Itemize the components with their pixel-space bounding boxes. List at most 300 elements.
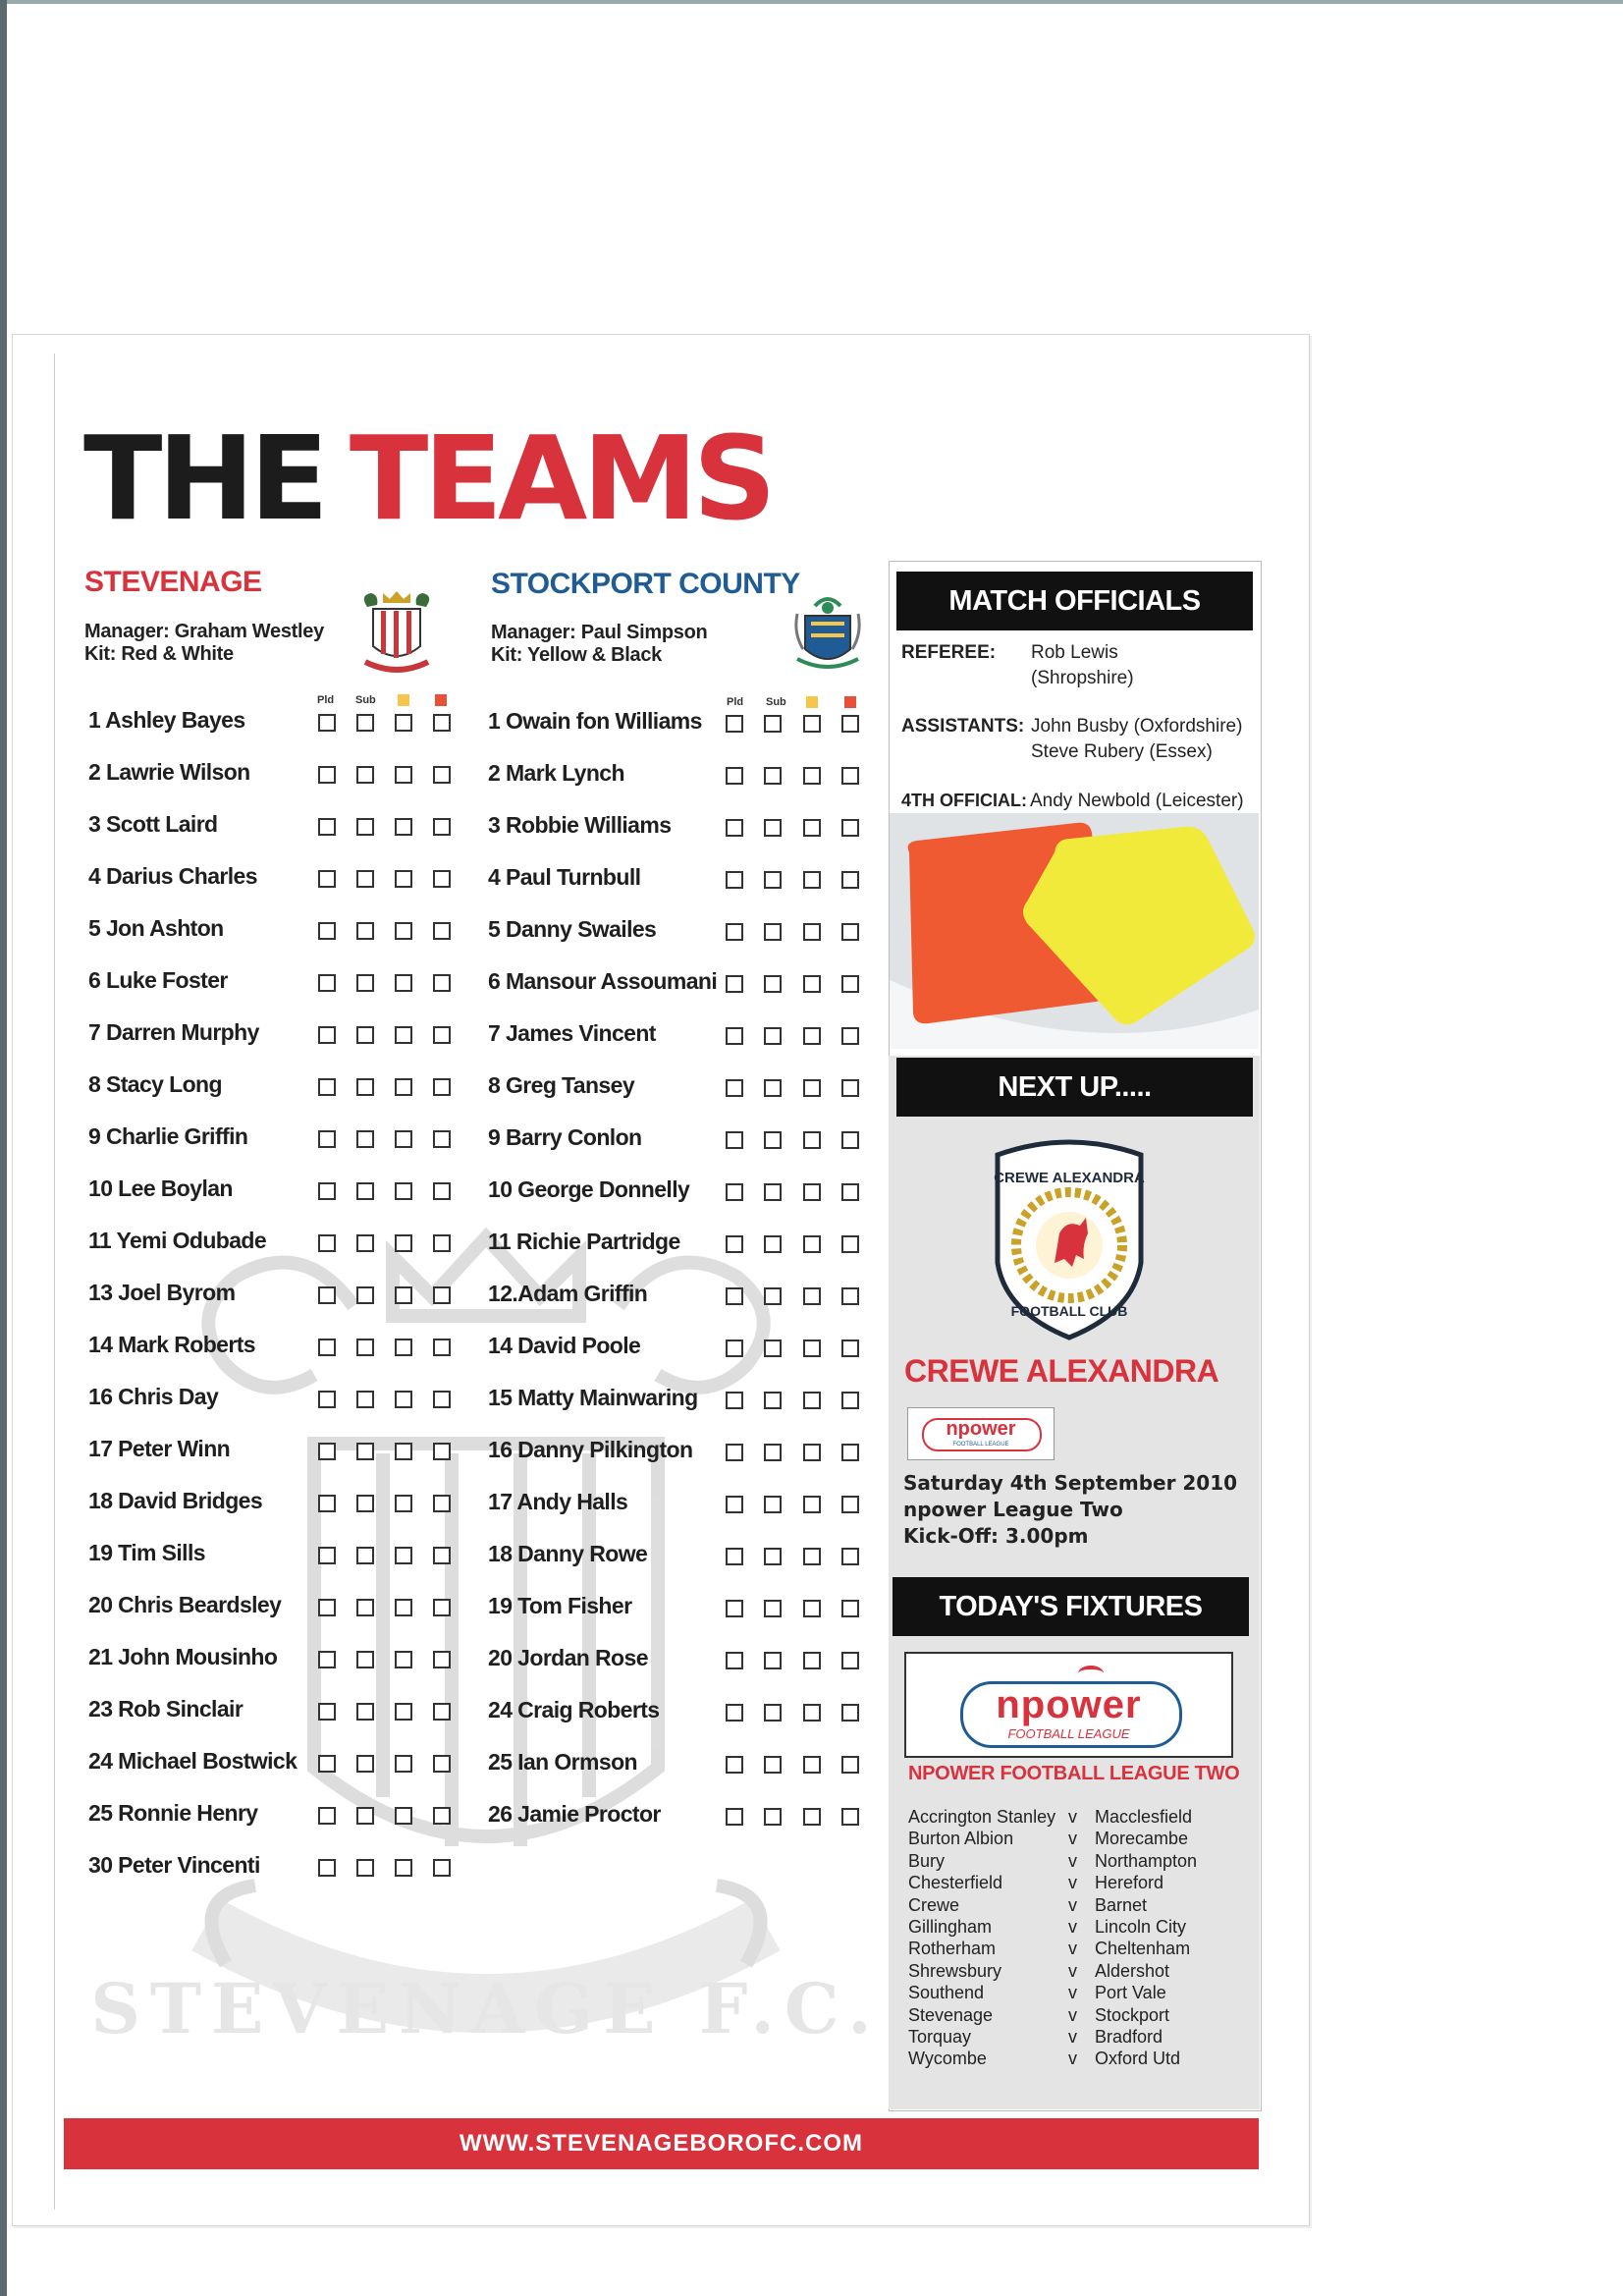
home-red-card-checkbox[interactable]: [433, 1443, 451, 1460]
away-yellow-card-checkbox[interactable]: [803, 767, 821, 785]
referee-label: REFEREE:: [901, 642, 997, 663]
referee-county: (Shropshire): [1031, 668, 1134, 688]
fixture-home-team: Torquay: [908, 2027, 972, 2047]
home-played-checkbox[interactable]: [318, 1391, 336, 1408]
home-player-name: 9 Charlie Griffin: [88, 1123, 248, 1149]
away-played-checkbox[interactable]: [726, 923, 743, 941]
home-player-name: 6 Luke Foster: [88, 967, 228, 993]
home-red-card-checkbox[interactable]: [433, 714, 451, 732]
fixture-versus: v: [1068, 1960, 1077, 1981]
fixture-away-team: Morecambe: [1095, 1829, 1189, 1849]
home-sub-header: Sub: [355, 694, 376, 706]
away-yellow-card-checkbox[interactable]: [803, 715, 821, 733]
stevenage-crest-icon: [359, 589, 434, 678]
home-played-checkbox[interactable]: [318, 974, 336, 992]
watermark-text: STEVENAGE F.C.: [90, 1968, 882, 2050]
home-sub-checkbox[interactable]: [356, 1599, 374, 1616]
away-yellow-card-checkbox[interactable]: [803, 1339, 821, 1357]
away-red-card-checkbox[interactable]: [841, 715, 859, 733]
home-played-checkbox[interactable]: [318, 1599, 336, 1616]
away-sub-checkbox[interactable]: [764, 1548, 782, 1565]
away-sub-checkbox[interactable]: [764, 1339, 782, 1357]
away-played-checkbox[interactable]: [726, 1079, 743, 1097]
away-red-card-checkbox[interactable]: [841, 871, 859, 889]
away-manager: Manager: Paul Simpson: [491, 622, 708, 643]
away-played-checkbox[interactable]: [726, 1235, 743, 1253]
match-officials-heading: MATCH OFFICIALS: [896, 572, 1253, 630]
home-player-name: 17 Peter Winn: [88, 1436, 231, 1461]
away-red-card-checkbox[interactable]: [841, 923, 859, 941]
fixture-away-team: Oxford Utd: [1095, 2049, 1181, 2069]
home-red-card-checkbox[interactable]: [433, 1026, 451, 1044]
next-match-kickoff: Kick-Off: 3.00pm: [903, 1524, 1089, 1548]
referee-name: Rob Lewis: [1031, 642, 1118, 663]
home-sub-checkbox[interactable]: [356, 1391, 374, 1408]
home-sub-checkbox[interactable]: [356, 1443, 374, 1460]
home-sub-checkbox[interactable]: [356, 1078, 374, 1096]
home-red-card-checkbox[interactable]: [433, 766, 451, 784]
away-sub-checkbox[interactable]: [764, 1287, 782, 1305]
home-red-card-checkbox[interactable]: [433, 1599, 451, 1616]
home-red-card-checkbox[interactable]: [433, 1703, 451, 1721]
away-sub-checkbox[interactable]: [764, 715, 782, 733]
away-red-card-checkbox[interactable]: [841, 1183, 859, 1201]
home-played-checkbox[interactable]: [318, 714, 336, 732]
away-player-name: 15 Matty Mainwaring: [488, 1385, 698, 1410]
away-red-card-checkbox[interactable]: [841, 975, 859, 993]
home-played-checkbox[interactable]: [318, 1807, 336, 1825]
fixture-versus: v: [1068, 2027, 1077, 2047]
home-red-card-checkbox[interactable]: [433, 1495, 451, 1512]
home-yellow-card-checkbox[interactable]: [395, 1807, 412, 1825]
away-yellow-card-checkbox[interactable]: [803, 1704, 821, 1722]
home-yellow-card-checkbox[interactable]: [395, 1703, 412, 1721]
home-played-checkbox[interactable]: [318, 870, 336, 888]
fixture-home-team: Bury: [908, 1850, 946, 1871]
away-sub-checkbox[interactable]: [764, 819, 782, 837]
home-yellow-card-checkbox[interactable]: [395, 1234, 412, 1252]
home-sub-checkbox[interactable]: [356, 1286, 374, 1304]
away-played-checkbox[interactable]: [726, 767, 743, 785]
home-played-checkbox[interactable]: [318, 1078, 336, 1096]
home-sub-checkbox[interactable]: [356, 1547, 374, 1564]
home-yellow-card-checkbox[interactable]: [395, 1286, 412, 1304]
away-yellow-card-checkbox[interactable]: [803, 1600, 821, 1617]
away-red-card-checkbox[interactable]: [841, 1444, 859, 1461]
home-played-checkbox[interactable]: [318, 1443, 336, 1460]
away-player-name: 9 Barry Conlon: [488, 1124, 642, 1150]
home-played-checkbox[interactable]: [318, 1130, 336, 1148]
home-yellow-card-checkbox[interactable]: [395, 1182, 412, 1200]
home-player-name: 5 Jon Ashton: [88, 915, 224, 941]
title-teams: TEAMS: [349, 410, 772, 546]
fourth-official-value: Andy Newbold (Leicester): [1030, 791, 1244, 811]
home-player-name: 24 Michael Bostwick: [88, 1748, 298, 1774]
home-red-card-checkbox[interactable]: [433, 922, 451, 940]
away-yellow-card-checkbox[interactable]: [803, 1548, 821, 1565]
away-played-checkbox[interactable]: [726, 1496, 743, 1513]
away-played-checkbox[interactable]: [726, 715, 743, 733]
home-sub-checkbox[interactable]: [356, 1859, 374, 1877]
home-yellow-card-checkbox[interactable]: [395, 1755, 412, 1773]
away-red-card-checkbox[interactable]: [841, 1079, 859, 1097]
away-sub-checkbox[interactable]: [764, 1704, 782, 1722]
fixture-away-team: Macclesfield: [1095, 1807, 1193, 1827]
referee-cards-image: [890, 813, 1259, 1049]
away-player-name: 4 Paul Turnbull: [488, 864, 641, 890]
home-yellow-card-checkbox[interactable]: [395, 1130, 412, 1148]
home-played-checkbox[interactable]: [318, 1286, 336, 1304]
home-sub-checkbox[interactable]: [356, 870, 374, 888]
away-sub-checkbox[interactable]: [764, 1808, 782, 1826]
home-sub-checkbox[interactable]: [356, 974, 374, 992]
away-sub-checkbox[interactable]: [764, 1756, 782, 1774]
away-played-checkbox[interactable]: [726, 1131, 743, 1149]
title-the: THE: [83, 410, 324, 546]
away-player-name: 7 James Vincent: [488, 1020, 656, 1046]
away-yellow-card-header-icon: [806, 696, 818, 708]
away-red-card-checkbox[interactable]: [841, 1652, 859, 1669]
away-player-name: 25 Ian Ormson: [488, 1749, 637, 1775]
next-match-info: [903, 1470, 1237, 1550]
away-played-checkbox[interactable]: [726, 1808, 743, 1826]
home-yellow-card-checkbox[interactable]: [395, 1078, 412, 1096]
away-played-checkbox[interactable]: [726, 1652, 743, 1669]
away-yellow-card-checkbox[interactable]: [803, 1756, 821, 1774]
away-red-card-checkbox[interactable]: [841, 1548, 859, 1565]
home-yellow-card-checkbox[interactable]: [395, 818, 412, 836]
fixture-home-team: Shrewsbury: [908, 1960, 1002, 1981]
home-played-checkbox[interactable]: [318, 1495, 336, 1512]
npower-logo-sub: FOOTBALL LEAGUE: [1007, 1726, 1130, 1741]
away-sub-checkbox[interactable]: [764, 1652, 782, 1669]
away-sub-checkbox[interactable]: [764, 923, 782, 941]
away-red-card-checkbox[interactable]: [841, 1496, 859, 1513]
league-two-heading: NPOWER FOOTBALL LEAGUE TWO: [908, 1763, 1240, 1784]
away-played-checkbox[interactable]: [726, 1548, 743, 1565]
away-sub-checkbox[interactable]: [764, 975, 782, 993]
home-pld-header: Pld: [317, 694, 335, 706]
fixture-home-team: Rotherham: [908, 1939, 997, 1959]
away-played-checkbox[interactable]: [726, 1027, 743, 1045]
home-player-name: 2 Lawrie Wilson: [88, 759, 250, 785]
home-sub-checkbox[interactable]: [356, 1026, 374, 1044]
fixture-away-team: Port Vale: [1095, 1983, 1166, 2003]
away-player-name: 26 Jamie Proctor: [488, 1801, 661, 1827]
npower-logo-small-sub: FOOTBALL LEAGUE: [952, 1442, 1009, 1448]
fixture-versus: v: [1068, 2004, 1077, 2025]
home-played-checkbox[interactable]: [318, 1234, 336, 1252]
home-player-name: 25 Ronnie Henry: [88, 1800, 258, 1826]
home-red-card-checkbox[interactable]: [433, 1339, 451, 1356]
fixture-versus: v: [1068, 1894, 1077, 1915]
home-sub-checkbox[interactable]: [356, 818, 374, 836]
home-red-card-checkbox[interactable]: [433, 1859, 451, 1877]
away-yellow-card-checkbox[interactable]: [803, 1444, 821, 1461]
away-player-name: 2 Mark Lynch: [488, 760, 624, 786]
away-player-name: 20 Jordan Rose: [488, 1645, 648, 1670]
away-yellow-card-checkbox[interactable]: [803, 975, 821, 993]
away-kit: Kit: Yellow & Black: [491, 644, 662, 666]
home-yellow-card-checkbox[interactable]: [395, 1026, 412, 1044]
away-yellow-card-checkbox[interactable]: [803, 1287, 821, 1305]
home-red-card-checkbox[interactable]: [433, 1286, 451, 1304]
away-sub-checkbox[interactable]: [764, 1079, 782, 1097]
away-yellow-card-checkbox[interactable]: [803, 1392, 821, 1409]
home-player-name: 19 Tim Sills: [88, 1540, 205, 1565]
home-yellow-card-checkbox[interactable]: [395, 1651, 412, 1668]
home-sub-checkbox[interactable]: [356, 1182, 374, 1200]
fixture-home-team: Accrington Stanley: [908, 1807, 1056, 1827]
home-played-checkbox[interactable]: [318, 1547, 336, 1564]
home-played-checkbox[interactable]: [318, 1859, 336, 1877]
home-sub-checkbox[interactable]: [356, 1755, 374, 1773]
home-sub-checkbox[interactable]: [356, 1495, 374, 1512]
away-yellow-card-checkbox[interactable]: [803, 1496, 821, 1513]
away-red-card-checkbox[interactable]: [841, 1704, 859, 1722]
away-red-card-checkbox[interactable]: [841, 1027, 859, 1045]
home-red-card-checkbox[interactable]: [433, 870, 451, 888]
away-player-name: 8 Greg Tansey: [488, 1072, 635, 1098]
home-red-card-checkbox[interactable]: [433, 1547, 451, 1564]
home-sub-checkbox[interactable]: [356, 766, 374, 784]
home-sub-checkbox[interactable]: [356, 1339, 374, 1356]
fixture-versus: v: [1068, 1873, 1077, 1893]
away-sub-checkbox[interactable]: [764, 1392, 782, 1409]
home-yellow-card-checkbox[interactable]: [395, 1599, 412, 1616]
home-sub-checkbox[interactable]: [356, 1651, 374, 1668]
npower-football-league-logo: [904, 1652, 1233, 1758]
away-player-name: 10 George Donnelly: [488, 1176, 690, 1202]
fixture-home-team: Chesterfield: [908, 1873, 1003, 1893]
crewe-crest-icon: [986, 1135, 1153, 1343]
away-player-name: 6 Mansour Assoumani: [488, 968, 718, 994]
home-red-card-checkbox[interactable]: [433, 1234, 451, 1252]
away-sub-header: Sub: [766, 696, 786, 708]
svg-text:CREWE ALEXANDRA: CREWE ALEXANDRA: [994, 1170, 1145, 1186]
home-played-checkbox[interactable]: [318, 766, 336, 784]
away-player-name: 24 Craig Roberts: [488, 1697, 660, 1722]
away-yellow-card-checkbox[interactable]: [803, 1808, 821, 1826]
away-red-card-checkbox[interactable]: [841, 1287, 859, 1305]
home-red-card-checkbox[interactable]: [433, 1755, 451, 1773]
fixture-versus: v: [1068, 1807, 1077, 1827]
next-up-heading: NEXT UP.....: [896, 1058, 1253, 1117]
away-played-checkbox[interactable]: [726, 1600, 743, 1617]
away-red-card-checkbox[interactable]: [841, 767, 859, 785]
fixture-away-team: Aldershot: [1095, 1960, 1170, 1981]
home-sub-checkbox[interactable]: [356, 1234, 374, 1252]
page-fold-line: [54, 354, 55, 2210]
home-sub-checkbox[interactable]: [356, 714, 374, 732]
fixture-away-team: Hereford: [1095, 1873, 1164, 1893]
next-match-competition: npower League Two: [903, 1498, 1123, 1521]
fixture-home-team: Wycombe: [908, 2049, 987, 2069]
home-played-checkbox[interactable]: [318, 1339, 336, 1356]
home-player-name: 16 Chris Day: [88, 1384, 219, 1409]
home-yellow-card-checkbox[interactable]: [395, 1859, 412, 1877]
home-red-card-checkbox[interactable]: [433, 1130, 451, 1148]
away-yellow-card-checkbox[interactable]: [803, 1652, 821, 1669]
fixture-home-team: Gillingham: [908, 1917, 993, 1937]
home-yellow-card-checkbox[interactable]: [395, 974, 412, 992]
home-played-checkbox[interactable]: [318, 1755, 336, 1773]
home-yellow-card-checkbox[interactable]: [395, 1495, 412, 1512]
referee-value: [1031, 640, 1134, 691]
home-team-name: STEVENAGE: [84, 566, 262, 598]
home-red-card-checkbox[interactable]: [433, 1078, 451, 1096]
npower-logo-text: npower: [996, 1683, 1142, 1726]
away-team-name: STOCKPORT COUNTY: [491, 568, 800, 600]
home-yellow-card-checkbox[interactable]: [395, 1443, 412, 1460]
fixture-home-team: Burton Albion: [908, 1829, 1014, 1849]
next-match-date: Saturday 4th September 2010: [903, 1471, 1238, 1495]
away-player-name: 11 Richie Partridge: [488, 1229, 680, 1254]
home-red-card-checkbox[interactable]: [433, 1182, 451, 1200]
svg-text:FOOTBALL CLUB: FOOTBALL CLUB: [1010, 1303, 1128, 1319]
home-red-card-checkbox[interactable]: [433, 1391, 451, 1408]
away-sub-checkbox[interactable]: [764, 1600, 782, 1617]
home-played-checkbox[interactable]: [318, 1182, 336, 1200]
home-played-checkbox[interactable]: [318, 818, 336, 836]
home-red-card-checkbox[interactable]: [433, 1651, 451, 1668]
away-sub-checkbox[interactable]: [764, 1496, 782, 1513]
away-yellow-card-checkbox[interactable]: [803, 1131, 821, 1149]
away-sub-checkbox[interactable]: [764, 767, 782, 785]
home-yellow-card-checkbox[interactable]: [395, 1339, 412, 1356]
fixture-away-team: Northampton: [1095, 1850, 1198, 1871]
fourth-official-label: 4TH OFFICIAL:: [901, 791, 1027, 810]
home-yellow-card-checkbox[interactable]: [395, 870, 412, 888]
away-played-checkbox[interactable]: [726, 871, 743, 889]
home-yellow-card-checkbox[interactable]: [395, 714, 412, 732]
fixture-versus: v: [1068, 1939, 1077, 1959]
away-player-name: 19 Tom Fisher: [488, 1593, 632, 1618]
fixture-away-team: Barnet: [1095, 1894, 1148, 1915]
stockport-crest-icon: [793, 594, 862, 683]
home-sub-checkbox[interactable]: [356, 1130, 374, 1148]
assistants-value: [1031, 714, 1242, 765]
home-red-card-checkbox[interactable]: [433, 974, 451, 992]
fixture-home-team: Stevenage: [908, 2004, 994, 2025]
away-sub-checkbox[interactable]: [764, 1235, 782, 1253]
away-played-checkbox[interactable]: [726, 1392, 743, 1409]
npower-logo-small-text: npower: [946, 1418, 1016, 1440]
away-played-checkbox[interactable]: [726, 1183, 743, 1201]
home-player-name: 8 Stacy Long: [88, 1071, 222, 1097]
fixture-home-team: Crewe: [908, 1894, 960, 1915]
away-team-meta: [491, 622, 707, 667]
home-yellow-card-header-icon: [398, 694, 409, 706]
away-yellow-card-checkbox[interactable]: [803, 1079, 821, 1097]
home-player-name: 4 Darius Charles: [88, 863, 257, 889]
fixture-versus: v: [1068, 1829, 1077, 1849]
home-player-name: 18 David Bridges: [88, 1488, 263, 1513]
away-red-card-checkbox[interactable]: [841, 1131, 859, 1149]
scan-edge-left: [0, 0, 7, 2296]
fixture-versus: v: [1068, 1983, 1077, 2003]
home-player-name: 21 John Mousinho: [88, 1644, 278, 1669]
away-played-checkbox[interactable]: [726, 1756, 743, 1774]
home-played-checkbox[interactable]: [318, 922, 336, 940]
home-played-checkbox[interactable]: [318, 1703, 336, 1721]
away-yellow-card-checkbox[interactable]: [803, 1235, 821, 1253]
fixture-versus: v: [1068, 1917, 1077, 1937]
away-sub-checkbox[interactable]: [764, 871, 782, 889]
home-yellow-card-checkbox[interactable]: [395, 1391, 412, 1408]
home-player-name: 20 Chris Beardsley: [88, 1592, 282, 1617]
away-red-card-checkbox[interactable]: [841, 1600, 859, 1617]
home-player-name: 10 Lee Boylan: [88, 1175, 233, 1201]
away-red-card-checkbox[interactable]: [841, 819, 859, 837]
home-player-name: 7 Darren Murphy: [88, 1019, 259, 1045]
away-sub-checkbox[interactable]: [764, 1183, 782, 1201]
fixture-home-team: Southend: [908, 1983, 985, 2003]
away-yellow-card-checkbox[interactable]: [803, 819, 821, 837]
npower-logo-small: [907, 1407, 1055, 1460]
home-player-name: 1 Ashley Bayes: [88, 707, 245, 733]
away-played-checkbox[interactable]: [726, 1704, 743, 1722]
home-kit: Kit: Red & White: [84, 643, 234, 665]
fixture-away-team: Stockport: [1095, 2004, 1170, 2025]
away-red-card-checkbox[interactable]: [841, 1339, 859, 1357]
home-player-name: 30 Peter Vincenti: [88, 1852, 260, 1878]
home-sub-checkbox[interactable]: [356, 1807, 374, 1825]
todays-fixtures-heading: TODAY'S FIXTURES: [893, 1577, 1249, 1636]
home-played-checkbox[interactable]: [318, 1651, 336, 1668]
away-yellow-card-checkbox[interactable]: [803, 923, 821, 941]
page-title: [83, 410, 772, 546]
away-played-checkbox[interactable]: [726, 819, 743, 837]
away-yellow-card-checkbox[interactable]: [803, 1027, 821, 1045]
away-played-checkbox[interactable]: [726, 1287, 743, 1305]
away-played-checkbox[interactable]: [726, 1339, 743, 1357]
home-yellow-card-checkbox[interactable]: [395, 1547, 412, 1564]
home-sub-checkbox[interactable]: [356, 922, 374, 940]
fixture-versus: v: [1068, 1850, 1077, 1871]
fixture-away-team: Bradford: [1095, 2027, 1163, 2047]
away-red-card-checkbox[interactable]: [841, 1756, 859, 1774]
away-sub-checkbox[interactable]: [764, 1444, 782, 1461]
away-played-checkbox[interactable]: [726, 975, 743, 993]
next-opponent-name: CREWE ALEXANDRA: [904, 1353, 1219, 1389]
assistant-1: John Busby (Oxfordshire): [1031, 716, 1243, 737]
fixture-away-team: Lincoln City: [1095, 1917, 1187, 1937]
away-played-checkbox[interactable]: [726, 1444, 743, 1461]
home-red-card-header-icon: [435, 694, 447, 706]
away-sub-checkbox[interactable]: [764, 1131, 782, 1149]
assistant-2: Steve Rubery (Essex): [1031, 741, 1213, 762]
home-sub-checkbox[interactable]: [356, 1703, 374, 1721]
home-yellow-card-checkbox[interactable]: [395, 766, 412, 784]
home-player-name: 13 Joel Byrom: [88, 1280, 236, 1305]
assistants-label: ASSISTANTS:: [901, 716, 1025, 737]
away-yellow-card-checkbox[interactable]: [803, 871, 821, 889]
away-yellow-card-checkbox[interactable]: [803, 1183, 821, 1201]
away-sub-checkbox[interactable]: [764, 1027, 782, 1045]
home-manager: Manager: Graham Westley: [84, 621, 324, 642]
away-red-card-header-icon: [844, 696, 856, 708]
home-yellow-card-checkbox[interactable]: [395, 922, 412, 940]
home-red-card-checkbox[interactable]: [433, 1807, 451, 1825]
away-red-card-checkbox[interactable]: [841, 1392, 859, 1409]
home-red-card-checkbox[interactable]: [433, 818, 451, 836]
home-played-checkbox[interactable]: [318, 1026, 336, 1044]
away-player-name: 1 Owain fon Williams: [488, 708, 702, 734]
away-red-card-checkbox[interactable]: [841, 1808, 859, 1826]
away-pld-header: Pld: [727, 696, 744, 708]
away-red-card-checkbox[interactable]: [841, 1235, 859, 1253]
